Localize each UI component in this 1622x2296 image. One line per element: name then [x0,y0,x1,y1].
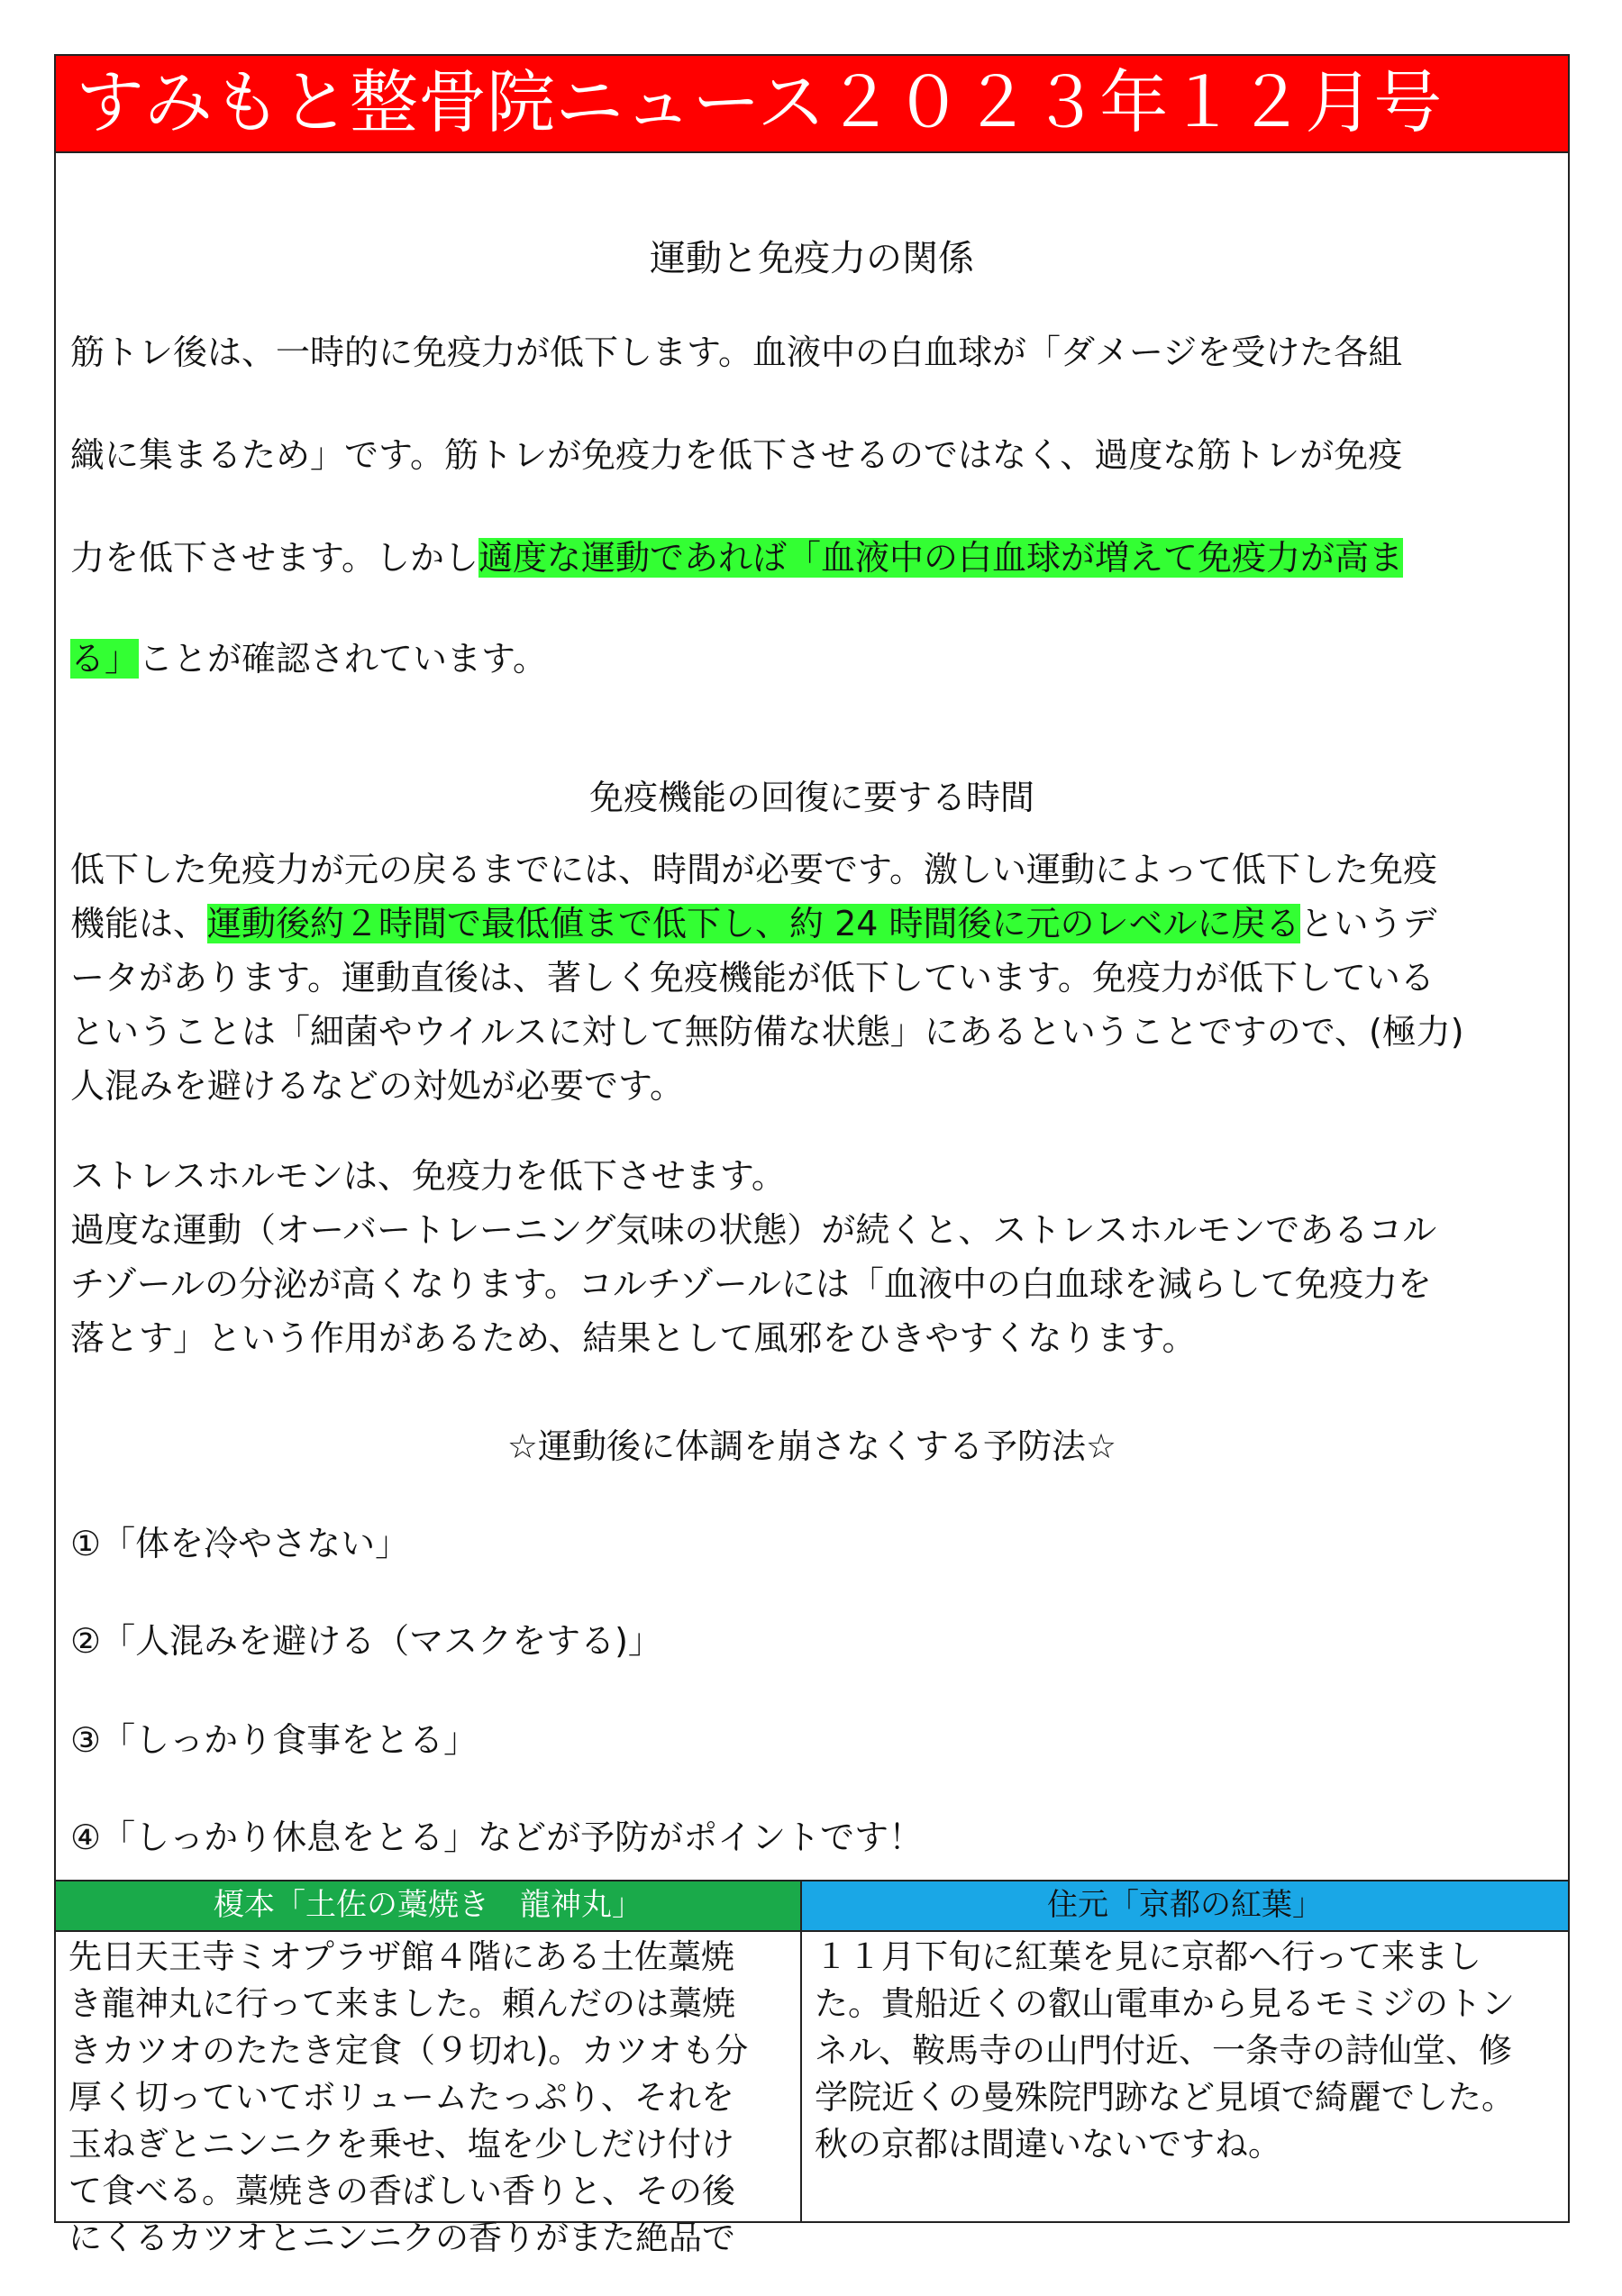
newsletter-header [56,56,1568,153]
section2-title: 免疫機能の回復に要する時間 [588,778,1034,817]
section1-line3 [70,535,1403,580]
left-column-line: て食べる。藁焼きの香ばしい香りと、その後 [68,2172,735,2210]
section2-line4: ということは「細菌やウイルスに対して無防備な状態」にあるということですので、(極力) [70,1012,1464,1052]
left-column-line: 先日天王寺ミオプラザ館４階にある土佐藁焼 [68,1937,734,1976]
prevention-item-3: ③「しっかり食事をとる」 [70,1720,478,1760]
section2-line9: 落とす」という作用があるため、結果として風邪をひきやすくなります。 [70,1318,1197,1358]
left-column-line: きカツオのたたき定食（９切れ)。カツオも分 [68,2031,749,2070]
section1-line1: 筋トレ後は、一時的に免疫力が低下します。血液中の白血球が「ダメージを受けた各組 [70,333,1403,372]
section1-title: 運動と免疫力の関係 [650,238,974,279]
section2-line2 [70,901,1437,946]
prevention-item-4: ④「しっかり休息をとる」などが予防がポイントです！ [70,1818,924,1857]
section1-highlight-b: る」 [70,639,140,679]
newsletter-sheet [54,54,1570,2257]
right-column-line: 学院近くの曼殊院門跡など見頃で綺麗でした。 [815,2078,1515,2117]
main-content [56,153,1568,1880]
section2-line5: 人混みを避けるなどの対処が必要です。 [70,1066,684,1106]
left-column-line: き龍神丸に行って来ました。頼んだのは藁焼 [68,1984,735,2023]
section2-line2-pre: 機能は、 [70,904,208,943]
section2-line6: ストレスホルモンは、免疫力を低下させます。 [70,1156,786,1196]
right-column-line: ネル、鞍馬寺の山門付近、一条寺の詩仙堂、修 [815,2031,1513,2070]
staff-columns [56,1880,1568,2257]
section1-line4-plain: ことが確認されています。 [139,639,547,679]
left-column-body [68,1934,748,2262]
left-column-line: にくるカツオとニンニクの香りがまた絶品で [68,2219,735,2257]
section3-title: ☆運動後に体調を崩さなくする予防法☆ [506,1426,1117,1466]
section2-line2-post: というデ [1299,904,1437,943]
section2-line3: ータがあります。運動直後は、著しく免疫機能が低下しています。免疫力が低下している [70,958,1435,998]
newsletter-title: すみもと整骨院ニュース２０２３年１２月号 [76,62,1443,142]
right-column-line: １１月下旬に紅葉を見に京都へ行って来まし [815,1937,1481,1976]
section2-line7: 過度な運動（オーバートレーニング気味の状態）が続くと、ストレスホルモンであるコル [70,1210,1437,1250]
section2-line8: チゾールの分泌が高くなります。コルチゾールには「血液中の白血球を減らして免疫力を [70,1264,1432,1304]
staff-column-left [56,1881,802,2257]
section1-highlight-a: 適度な運動であれば「血液中の白血球が増えて免疫力が高ま [478,538,1403,578]
right-column-header: 住元「京都の紅葉」 [802,1881,1568,1932]
right-column-line: た。貴船近くの叡山電車から見るモミジのトン [815,1984,1515,2023]
prevention-item-1: ①「体を冷やさない」 [70,1524,410,1563]
section2-line1: 低下した免疫力が元の戻るまでには、時間が必要です。激しい運動によって低下した免疫 [70,850,1437,889]
section1-line3-plain: 力を低下させます。しかし [70,538,478,578]
section2-highlight: 運動後約２時間で最低値まで低下し、約 24 時間後に元のレベルに戻る [207,904,1300,943]
left-column-line: 玉ねぎとニンニクを乗せ、塩を少しだけ付け [68,2125,734,2164]
left-column-header: 榎本「土佐の藁焼き 龍神丸」 [56,1881,800,1932]
right-column-line: 秋の京都は間違いないですね。 [815,2125,1281,2164]
section1-line4 [70,636,547,681]
prevention-item-2: ②「人混みを避ける（マスクをする)」 [70,1621,662,1661]
section1-line2: 織に集まるため」です。筋トレが免疫力を低下させるのではなく、過度な筋トレが免疫 [70,435,1403,475]
right-column-body [815,1934,1515,2168]
staff-column-right [802,1881,1568,2223]
left-column-line: 厚く切っていてボリュームたっぷり、それを [68,2078,734,2117]
